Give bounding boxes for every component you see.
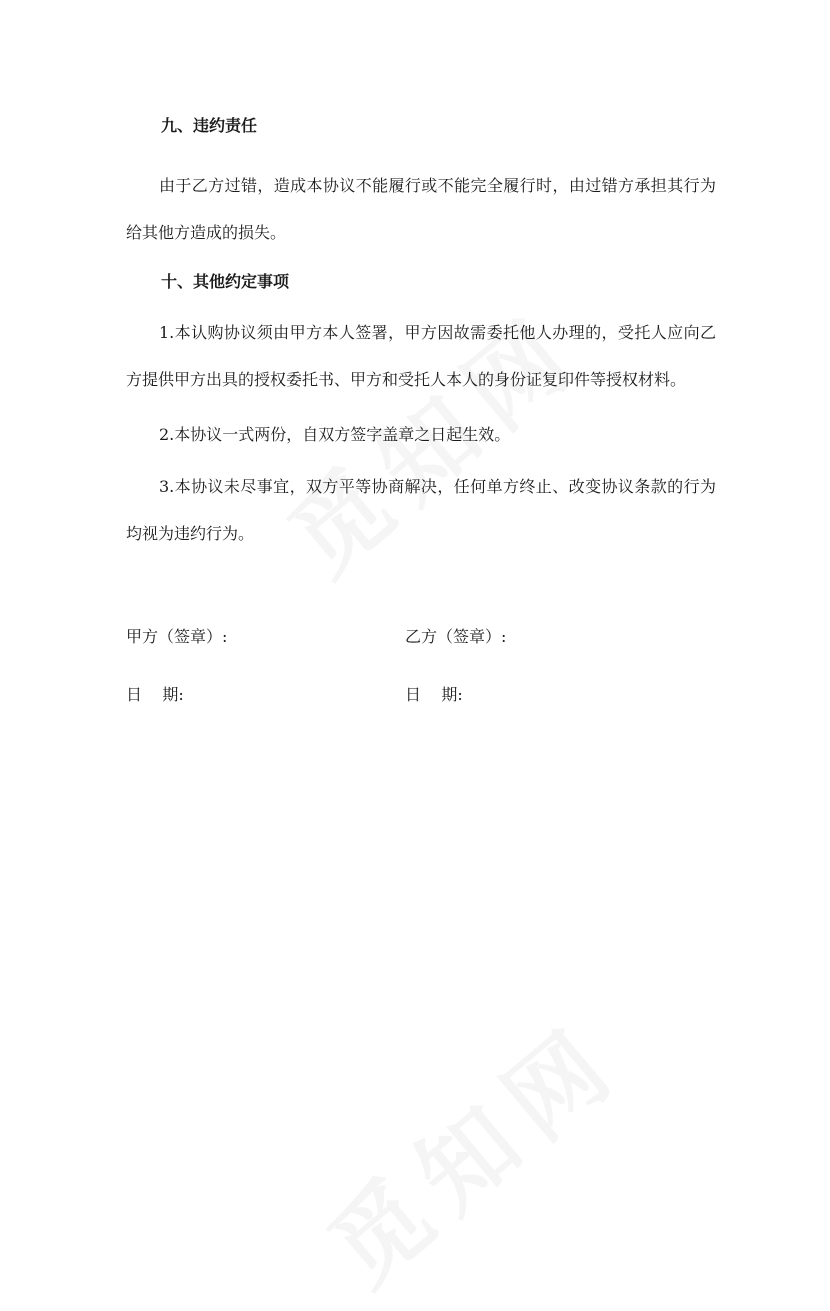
section-heading-breach: 九、违约责任 xyxy=(161,116,258,135)
breach-paragraph: 由于乙方过错，造成本协议不能履行或不能完全履行时，由过错方承担其行为给其他方造成的损失。 xyxy=(126,176,716,242)
party-b-date-label: 日 期: xyxy=(405,685,463,704)
clause-1: 1.本认购协议须由甲方本人签署，甲方因故需委托他人办理的，受托人应向乙方提供甲方出具的授权委托书、甲方和受托人本人的身份证复印件等授权材料。 xyxy=(126,323,716,389)
party-a-signature-label: 甲方（签章）: xyxy=(126,627,228,646)
clause-2: 2.本协议一式两份，自双方签字盖章之日起生效。 xyxy=(159,425,511,444)
party-a-date-label: 日 期: xyxy=(126,685,184,704)
watermark xyxy=(296,986,646,1311)
party-b-signature-label: 乙方（签章）: xyxy=(405,627,507,646)
clause-3: 3.本协议未尽事宜，双方平等协商解决，任何单方终止、改变协议条款的行为均视为违约行为。 xyxy=(126,477,716,543)
section-heading-other-terms: 十、其他约定事项 xyxy=(161,272,290,291)
